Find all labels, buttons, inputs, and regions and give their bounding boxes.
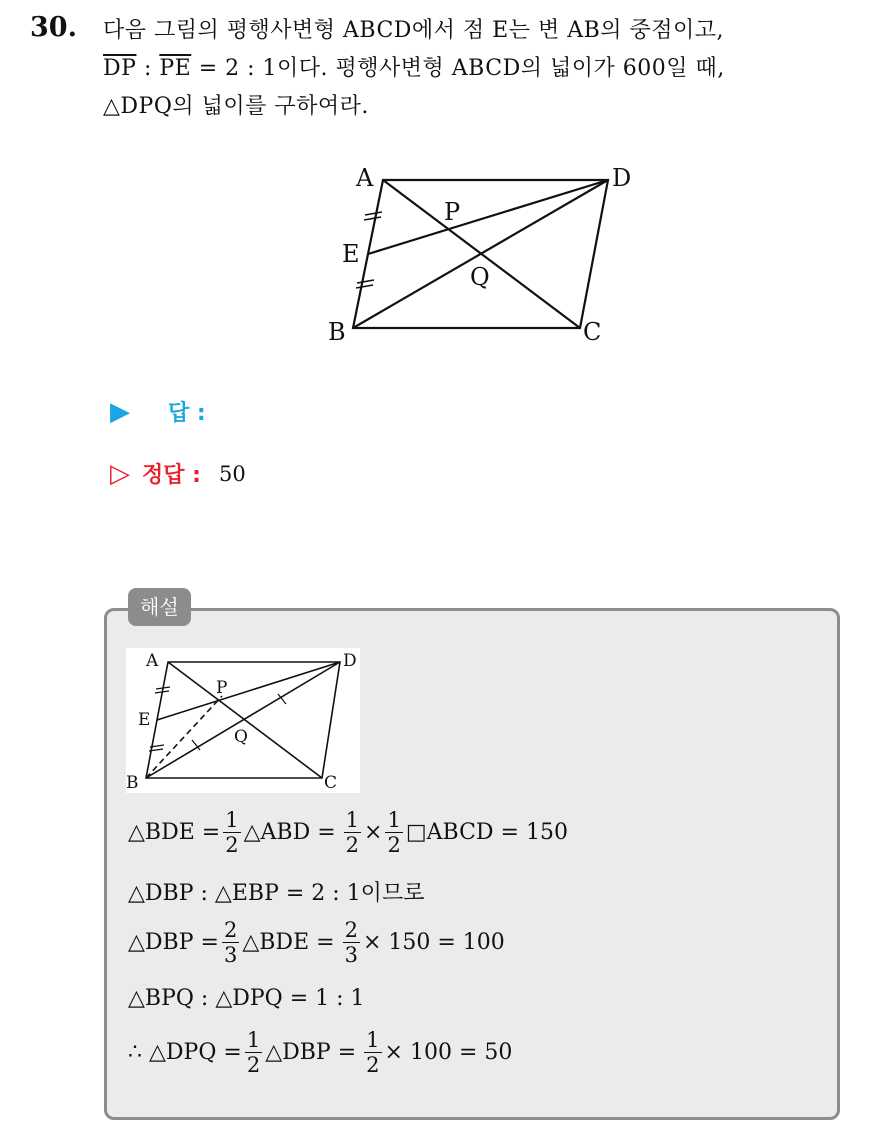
solution-dashed-bp [146, 696, 222, 778]
question-number: 30. [30, 12, 77, 43]
solution-label-q: Q [234, 727, 248, 747]
solution-diagonal-bd [146, 662, 340, 778]
question-line-3: △DPQ의 넓이를 구하여라. [103, 94, 369, 119]
solution-label-a: A [146, 651, 159, 671]
diagonal-bd [353, 180, 608, 328]
point-label-a: A [356, 164, 374, 192]
answer-arrow-icon: ▶ [110, 396, 130, 427]
math-text: □ABCD = 150 [405, 820, 568, 845]
math-text: △DBP : △EBP = 2 : 1이므로 [128, 881, 425, 906]
segment-pe: $\overline{PE}$ [159, 56, 192, 81]
question-line-2-rest: = 2 : 1이다. 평행사변형 ABCD의 넓이가 600일 때, [191, 56, 725, 81]
question-line-1: 다음 그림의 평행사변형 ABCD에서 점 E는 변 AB의 중점이고, [103, 18, 725, 43]
math-text: × 150 = 100 [362, 930, 505, 955]
question-line-2 [103, 50, 863, 88]
fraction: $\frac{2}{3}$ [223, 918, 238, 967]
math-text: △DBP = [265, 1040, 357, 1065]
math-text: △BPQ : △DPQ = 1 : 1 [128, 986, 365, 1011]
fraction: $\frac{1}{2}$ [387, 808, 401, 857]
solution-line-5 [128, 1028, 512, 1077]
solution-label-d: D [343, 651, 357, 671]
answer-row [110, 396, 206, 427]
fraction: $\frac{1}{2}$ [345, 808, 360, 857]
question-text [103, 12, 863, 126]
math-text: △ABD = [243, 820, 336, 845]
math-text: △BDE = [128, 820, 221, 845]
segment-ed [368, 180, 608, 254]
solution-diagonal-ac [168, 662, 322, 778]
point-label-q: Q [470, 263, 490, 291]
fraction: $\frac{2}{3}$ [344, 918, 358, 967]
math-text: × [364, 820, 383, 845]
solution-label-p: P [216, 678, 228, 698]
answer-label: 답 : [168, 401, 206, 426]
correct-answer-value: 50 [218, 461, 246, 486]
math-text: ∴ △DPQ = [128, 1040, 242, 1065]
solution-label-e: E [138, 710, 151, 730]
solution-line-4 [128, 986, 365, 1011]
solution-line-3 [128, 918, 505, 967]
math-text: × 100 = 50 [384, 1040, 513, 1065]
solution-label-c: C [324, 773, 338, 793]
solution-line-1 [128, 808, 568, 857]
correct-arrow-icon: ▷ [110, 458, 130, 489]
ratio-colon: : [136, 56, 160, 81]
correct-answer-label: 정답 : [142, 463, 201, 488]
solution-label-b: B [126, 773, 139, 793]
point-label-p: P [444, 198, 461, 226]
solution-tab: 해설 [128, 588, 191, 626]
solution-figure [126, 648, 360, 793]
solution-line-2 [128, 876, 424, 907]
correct-answer-row [110, 458, 246, 489]
point-label-e: E [342, 240, 360, 268]
solution-segment-ed [157, 662, 340, 720]
fraction: $\frac{1}{2}$ [366, 1028, 380, 1077]
parallelogram-figure [318, 160, 648, 350]
fraction: $\frac{1}{2}$ [246, 1028, 261, 1077]
point-label-b: B [328, 318, 346, 346]
math-text: △BDE = [242, 930, 335, 955]
point-label-d: D [612, 164, 632, 192]
math-text: △DBP = [128, 930, 219, 955]
fraction: $\frac{1}{2}$ [225, 808, 239, 857]
segment-dp: $\overline{DP}$ [103, 56, 137, 81]
point-label-c: C [583, 318, 602, 346]
